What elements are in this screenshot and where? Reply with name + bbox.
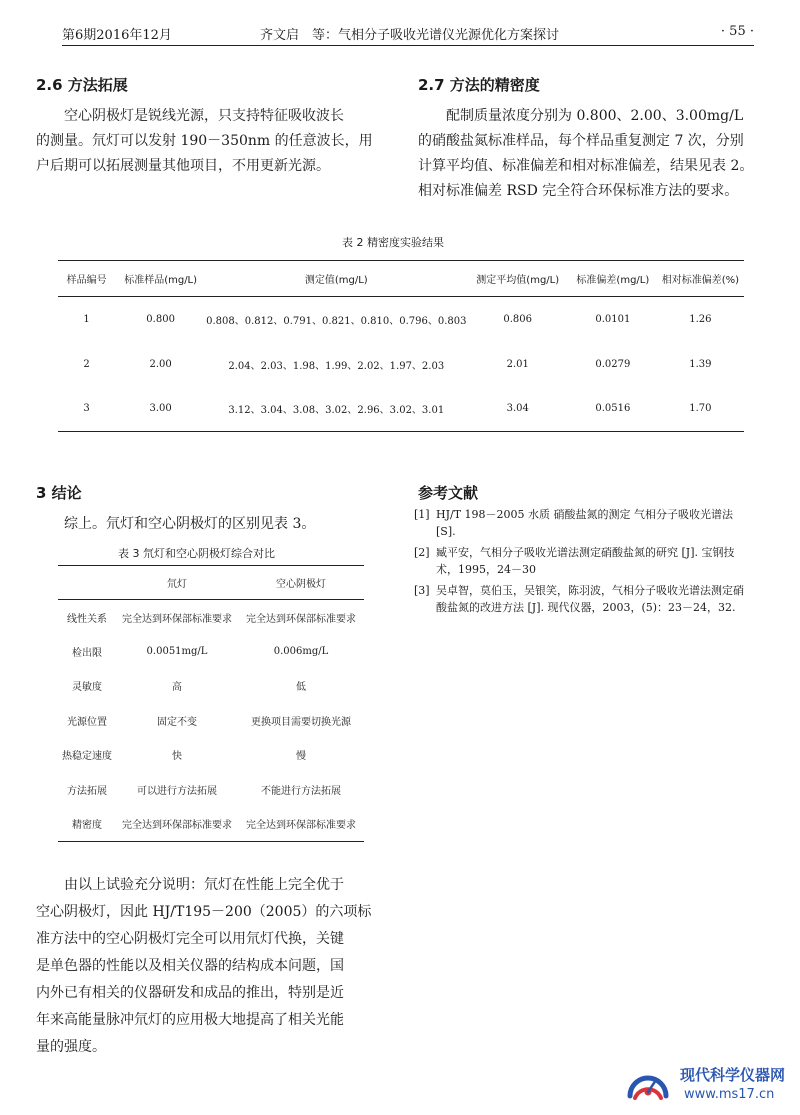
section-2-6-title: 2.6 方法拓展 [36, 76, 128, 94]
text-line: 量的强度。 [36, 1039, 106, 1055]
table-cell: 2.04、2.03、1.98、1.99、2.02、1.97、2.03 [228, 360, 445, 372]
watermark-url: www.ms17.cn [684, 1087, 775, 1102]
reference-number: [1] [414, 508, 430, 521]
section-2-7-title: 2.7 方法的精密度 [418, 76, 540, 94]
table-cell: 检出限 [72, 647, 102, 659]
table-row [58, 600, 364, 635]
column-header: 标准偏差(mg/L) [569, 261, 657, 297]
table-cell: 3.04 [506, 403, 529, 415]
table-cell: 2.01 [506, 358, 529, 370]
page-number: · 55 · [720, 24, 754, 39]
table-cell: 光源位置 [67, 716, 107, 728]
table-cell: 可以进行方法拓展 [137, 785, 217, 797]
column-header: 相对标准偏差(%) [657, 261, 744, 297]
table-row [58, 738, 364, 773]
table-row [58, 669, 364, 704]
text-line: 由以上试验充分说明：氘灯在性能上完全优于 [64, 877, 344, 893]
table-cell: 0.0516 [595, 403, 631, 415]
column-header [58, 566, 116, 600]
table-cell: 更换项目需要切换光源 [251, 716, 351, 728]
text-line: 空心阴极灯是锐线光源，只支持特征吸收波长 [64, 108, 344, 124]
text-line: 是单色器的性能以及相关仪器的结构成本问题，国 [36, 958, 344, 974]
table-cell: 2.00 [149, 358, 172, 370]
reference-text: 吴卓智，莫伯玉，吴银笑，陈羽波，气相分子吸收光谱法测定硝酸盐氮的改进方法 [J]. 现代仪器，2003，(5)：23－24，32. [436, 584, 744, 614]
precision-table [58, 260, 744, 432]
table-cell: 不能进行方法拓展 [261, 785, 341, 797]
column-header: 样品编号 [58, 261, 115, 297]
reference-list [414, 506, 754, 620]
table-cell: 完全达到环保部标准要求 [246, 613, 356, 625]
column-header: 测定值(mg/L) [206, 261, 466, 297]
text-line: 相对标准偏差 RSD 完全符合环保标准方法的要求。 [418, 183, 739, 199]
reference-number: [3] [414, 584, 430, 597]
reference-number: [2] [414, 546, 430, 559]
table-cell: 3.12、3.04、3.08、3.02、2.96、3.02、3.01 [228, 405, 445, 417]
table-cell: 完全达到环保部标准要求 [246, 820, 356, 831]
watermark-title: 现代科学仪器网 [680, 1066, 786, 1084]
text-line: 户后期可以拓展测量其他项目，不用更新光源。 [36, 158, 330, 174]
column-header: 空心阴极灯 [238, 566, 364, 600]
table-cell: 1.26 [689, 313, 712, 325]
reference-text: 臧平安，气相分子吸收光谱法测定硝酸盐氮的研究 [J]. 宝钢技术，1995，24－30 [436, 546, 735, 576]
table-cell: 1.70 [689, 403, 712, 415]
table-cell: 0.0051mg/L [146, 645, 208, 657]
table-row [58, 703, 364, 738]
text-line: 空心阴极灯，因此 HJ/T195－200（2005）的六项标 [36, 904, 372, 920]
table-row [58, 387, 744, 432]
table-cell: 1.39 [689, 358, 712, 370]
column-header: 氘灯 [116, 566, 238, 600]
table-cell: 3.00 [149, 403, 172, 415]
reference-item [414, 544, 754, 578]
column-header: 测定平均值(mg/L) [466, 261, 568, 297]
table-cell: 慢 [296, 751, 306, 763]
reference-item [414, 582, 754, 616]
table-cell: 0.0279 [595, 358, 631, 370]
table-row [58, 634, 364, 669]
reference-item [414, 506, 754, 540]
section-3-intro [64, 512, 384, 537]
section-3-title: 3 结论 [36, 484, 82, 502]
table-cell: 热稳定速度 [62, 751, 112, 763]
text-line: 配制质量浓度分别为 0.800、2.00、3.00mg/L [446, 108, 744, 124]
table-cell: 固定不变 [157, 716, 197, 728]
text-line: 综上。氘灯和空心阴极灯的区别见表 3。 [64, 516, 316, 532]
table-cell: 2 [83, 358, 90, 370]
table-cell: 精密度 [72, 820, 102, 831]
references-title: 参考文献 [418, 484, 479, 502]
column-header: 标准样品(mg/L) [115, 261, 206, 297]
table-cell: 0.800 [146, 313, 175, 325]
table-cell: 完全达到环保部标准要求 [122, 613, 232, 625]
watermark-logo-icon [626, 1062, 670, 1106]
table-row [58, 772, 364, 807]
table-cell: 高 [172, 682, 182, 694]
table-cell: 1 [83, 313, 90, 325]
comparison-table [58, 565, 364, 842]
table-header-row [58, 261, 744, 297]
table-cell: 完全达到环保部标准要求 [122, 820, 232, 831]
table-cell: 方法拓展 [67, 785, 107, 797]
text-line: 计算平均值、标准偏差和相对标准偏差，结果见表 2。 [418, 158, 754, 174]
table-3-caption: 表 3 氘灯和空心阴极灯综合对比 [118, 547, 275, 560]
table-cell: 快 [172, 751, 182, 763]
section-2-6-body [36, 104, 384, 179]
issue-label: 第6期2016年12月 [62, 28, 172, 43]
conclusion-body [36, 872, 384, 1061]
reference-text: HJ/T 198－2005 水质 硝酸盐氮的测定 气相分子吸收光谱法 [S]. [436, 508, 734, 538]
table-cell: 线性关系 [67, 613, 107, 625]
table-cell: 0.808、0.812、0.791、0.821、0.810、0.796、0.803 [206, 315, 467, 327]
text-line: 年来高能量脉冲氘灯的应用极大地提高了相关光能 [36, 1012, 344, 1028]
table-cell: 3 [83, 403, 90, 415]
table-cell: 0.0101 [595, 313, 631, 325]
table-cell: 灵敏度 [72, 682, 102, 694]
table-header-row [58, 566, 364, 600]
text-line: 内外已有相关的仪器研发和成品的推出，特别是近 [36, 985, 344, 1001]
text-line: 的硝酸盐氮标准样品，每个样品重复测定 7 次，分别 [418, 133, 744, 149]
table-row [58, 297, 744, 342]
table-row [58, 342, 744, 387]
table-2-caption: 表 2 精密度实验结果 [342, 236, 444, 249]
section-2-7-body [418, 104, 758, 204]
table-cell: 低 [296, 682, 306, 694]
running-header [62, 22, 754, 46]
table-cell: 0.806 [503, 313, 533, 325]
table-row [58, 807, 364, 842]
table-cell: 0.006mg/L [273, 645, 329, 657]
site-watermark [626, 1058, 798, 1110]
text-line: 准方法中的空心阴极灯完全可以用氘灯代换，关键 [36, 931, 344, 947]
running-title: 齐文启 等：气相分子吸收光谱仪光源优化方案探讨 [260, 28, 560, 43]
text-line: 的测量。氘灯可以发射 190－350nm 的任意波长，用 [36, 133, 373, 149]
